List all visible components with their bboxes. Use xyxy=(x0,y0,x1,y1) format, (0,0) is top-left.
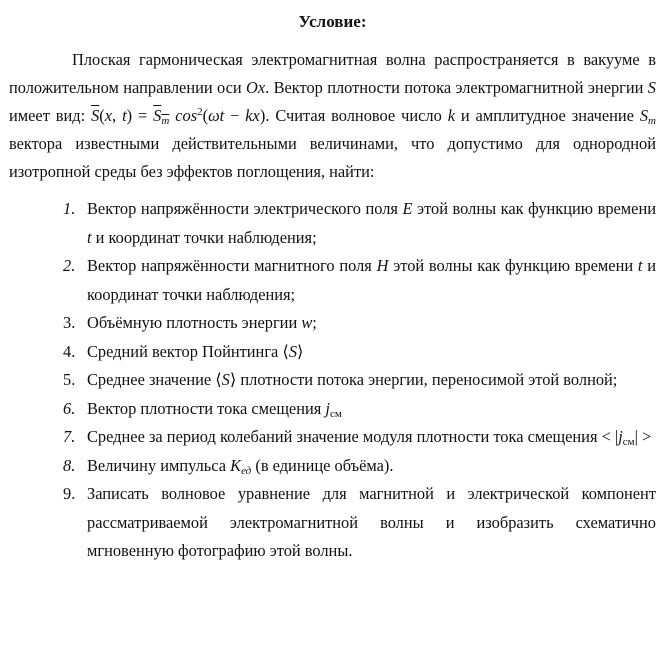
task-list xyxy=(9,195,656,566)
list-item xyxy=(9,423,656,452)
list-item-text: Средний вектор Пойнтинга ⟨S⟩ xyxy=(87,341,304,361)
list-item xyxy=(9,338,656,367)
list-item-number: 4. xyxy=(63,341,76,361)
list-item-number: 9. xyxy=(63,484,76,503)
list-item xyxy=(9,252,656,309)
list-item xyxy=(9,366,656,395)
list-item-text: Вектор напряжённости магнитного поля H этой волны как функцию времени t и координат точки наблюдения; xyxy=(87,256,656,304)
intro-paragraph: Плоская гармоническая электромагнитная волна распространяется в вакууме в положительном направлении оси Ox. Вектор плотности потока электромагнитной энергии S имеет вид: $\overline{S}(x$, t) = Sm $\cos^2(\omega t - kx)$. Считая волновое число k и амплитудное значение Sm вектора известными действительными величинами, что допустимо для однородной изотропной среды без эффектов поглощения, найти: xyxy=(9,50,656,181)
list-item xyxy=(9,395,656,424)
list-item-text: Среднее за период колебаний значение модуля плотности тока смещения < |jсм| > xyxy=(87,427,652,448)
list-item xyxy=(9,195,656,252)
list-item-number: 6. xyxy=(63,398,76,418)
list-item-number: 7. xyxy=(63,427,76,446)
list-item-text: Записать волновое уравнение для магнитной и электрической компонент рассматриваемой электромагнитной волны и изобразить схематично мгновенную фотографию этой волны. xyxy=(87,484,656,560)
list-item-text: Среднее значение ⟨S⟩ плотности потока энергии, переносимой этой волной; xyxy=(87,370,618,389)
list-item-text: Вектор напряжённости электрического поля E этой волны как функцию времени t и координат точки наблюдения; xyxy=(87,199,656,247)
list-item-number: 8. xyxy=(63,455,76,475)
list-item-number: 2. xyxy=(63,256,76,275)
list-item xyxy=(9,452,656,481)
list-item-text: Вектор плотности тока смещения jсм xyxy=(87,398,342,420)
list-item xyxy=(9,480,656,566)
page-title: Условие: xyxy=(298,12,367,31)
list-item xyxy=(9,309,656,338)
list-item-number: 5. xyxy=(63,370,76,389)
list-item-number: 3. xyxy=(63,313,76,332)
list-item-text: Величину импульса Kед (в единице объёма). xyxy=(87,455,394,477)
list-item-number: 1. xyxy=(63,199,76,218)
list-item-text: Объёмную плотность энергии w; xyxy=(87,313,317,332)
